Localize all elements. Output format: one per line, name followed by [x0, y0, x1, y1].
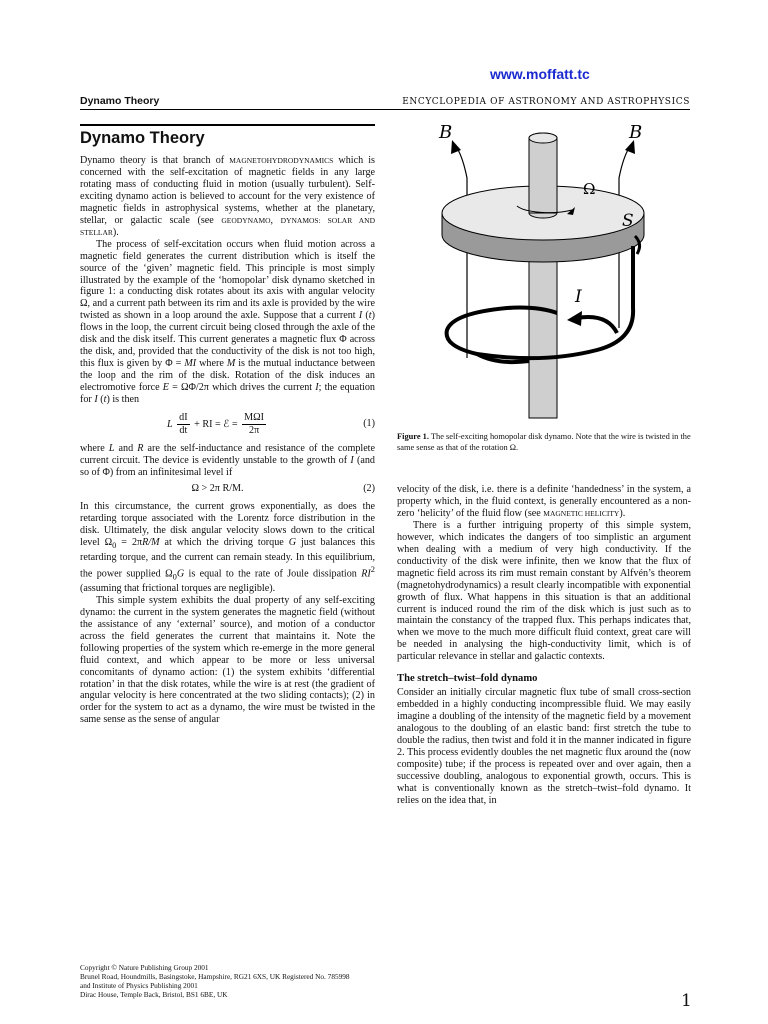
link-magnetic-helicity[interactable]: MAGNETIC HELICITY: [543, 508, 620, 518]
label-i: I: [575, 287, 582, 307]
link-dynamos-solar-stellar[interactable]: DYNAMOS: SOLAR AND STELLAR: [80, 215, 376, 237]
left-column: [80, 155, 375, 726]
equation-number: (2): [363, 482, 375, 494]
equation-1: L $\frac{dI}{dt}$ + RI = ℰ = $\frac{\text{MΩI}}{2\pi}$ (1): [166, 412, 375, 436]
right-column: [397, 484, 691, 807]
equation-2: Ω > 2π R/M. (2): [191, 482, 375, 494]
paragraph-intro: Dynamo theory is that branch of MAGNETOHYDRODYNAMICS which is concerned with the self-excitation of magnetic fields in any large rotating mass of conducting fluid in motion (usually turbulent). Self-exciting dynamo action is believed to account for the very existence of magnetic fields in astrophysical systems, whether at the planetary, stellar, or galactic scale (see GEODYNAMO, DYNAMOS: SOLAR AND STELLAR).: [80, 155, 376, 238]
paragraph-dual-property: This simple system exhibits the dual property of any self-exciting dynamo: the current in the system generates the magnetic field (without the assistance of any ‘external’ source), and motion of a conductor across the field generates the current that maintains it. Note the following properties of the system which re-emerge in the more general fluid context, and which appear to be more or less universal concomitants of dynamo action: (1) the system exhibits ‘differential rotation’ in that the disk rotates, while the wire is at rest (the gradient of angular velocity is here concentrated at the two sliding contacts); (2) in order for the system to act as a dynamo, the wire must be twisted in the same sense as the sense of angular: [80, 594, 375, 726]
label-b-left: B: [439, 122, 453, 143]
section-heading: The stretch–twist–fold dynamo: [397, 673, 538, 685]
label-s: S: [622, 211, 634, 231]
paragraph-high-conductivity: There is a further intriguing property of this simple system, however, which indicates the dangers of too simplistic an argument when dealing with a medium of very high conductivity. If the conductivity of the disk were infinite, then we know that the flux of magnetic field across its rim must remain constant by Alfvén’s theorem (magnetohydrodynamics) a result clearly incompatible with exponential growth of flux. What happens in this situation is that an additional current is induced round the rim of the disk which is just such as to maintain the constancy of the trapped flux. This perhaps indicates that, when we move to the much more difficult fluid context, great care will be needed in analysing the high-conductivity limit, which is of particular relevance in stellar and galactic contexts.: [397, 519, 691, 663]
label-omega: Ω: [583, 180, 596, 198]
title-rule: [80, 124, 375, 126]
paragraph-inductance: where L and R are the self-inductance and resistance of the complete current circuit. The device is evidently unstable to the growth of I (and so of Φ) from an infinitesimal level if: [80, 442, 375, 478]
running-header-title: Dynamo Theory: [80, 95, 160, 107]
copyright-footer: Copyright © Nature Publishing Group 2001 Brunel Road, Houndmills, Basingstoke, Hampshire, RG21 6XS, UK Registered No. 785998 and Institute of Physics Publishing 2001 Dirac House, Temple Back, Bristol, BS1 6BE, UK: [80, 963, 350, 999]
paragraph-self-excitation: The process of self-excitation occurs when fluid motion across a magnetic field generates the current distribution which is itself the source of the ‘given’ magnetic field. This principle is most simply illustrated by the example of the ‘homopolar’ disk dynamo sketched in figure 1: a conducting disk rotates about its axis with angular velocity Ω, and a current path between its rim and its axle is provided by the wire twisted as shown in a loop around the axle. Suppose that a current I (t) flows in the loop, the current circuit being closed through the axle of the disk and the disk itself. This current generates a magnetic flux Φ across the disk, and, provided that the conductivity of the disk is not too high, this flux is given by Φ = MI where M is the mutual inductance between the loop and the rim of the disk. Rotation of the disk induces an electromotive force E = ΩΦ/2π which drives the current I; the equation for I (t) is then: [80, 238, 376, 406]
paragraph-stretch-twist-fold: Consider an initially circular magnetic flux tube of small cross-section embedded in a highly conducting incompressible fluid. We may easily imagine a doubling of the intensity of the magnetic field by a movement analogous to the doubling of an elastic band: first stretch the tube to double the radius, then twist and fold it in the manner indicated in figure 2. This process evidently doubles the net magnetic flux around the (now composite) tube; if the process is repeated over and over again, then a successive doubling, analogous to exponential growth, occurs. This is what is conventionally known as the stretch–twist–fold dynamo. It relies on the idea that, in: [397, 687, 691, 806]
figure-caption: Figure 1. The self-exciting homopolar disk dynamo. Note that the wire is twisted in the same sense as that of the rotation Ω.: [397, 432, 691, 452]
page-number: 1: [681, 991, 692, 1011]
link-geodynamo[interactable]: GEODYNAMO: [221, 215, 271, 225]
current-arrow: [577, 317, 617, 333]
disk-dynamo-figure: [397, 118, 691, 428]
source-url[interactable]: www.moffatt.tc: [490, 66, 590, 82]
paragraph-handedness: velocity of the disk, i.e. there is a definite ‘handedness’ in the system, a property which, in the fluid context, is generally encountered as a non-zero ‘helicity’ of the fluid flow (see MAGNETIC HELICITY).: [397, 484, 691, 519]
field-line-left: [457, 148, 467, 358]
article-title: Dynamo Theory: [80, 129, 205, 147]
header-rule: [80, 109, 690, 110]
link-magnetohydrodynamics[interactable]: MAGNETOHYDRODYNAMICS: [229, 156, 334, 165]
label-b-right: B: [629, 122, 643, 143]
equation-number: (1): [363, 418, 375, 430]
paragraph-exponential: In this circumstance, the current grows exponentially, as does the retarding torque associated with the Lorentz force distribution in the disk. Ultimately, the disk angular velocity slows down to the critical level $\Omega_0 = 2\pi R/M$ at which the driving torque G just balances this retarding torque, and the current can remain steady. In this equilibrium, the power supplied $\Omega_0G$ is equal to the rate of Joule dissipation $RI^2$ (assuming that frictional torques are negligible).: [80, 500, 375, 594]
running-header-journal: ENCYCLOPEDIA OF ASTRONOMY AND ASTROPHYSICS: [402, 97, 690, 107]
